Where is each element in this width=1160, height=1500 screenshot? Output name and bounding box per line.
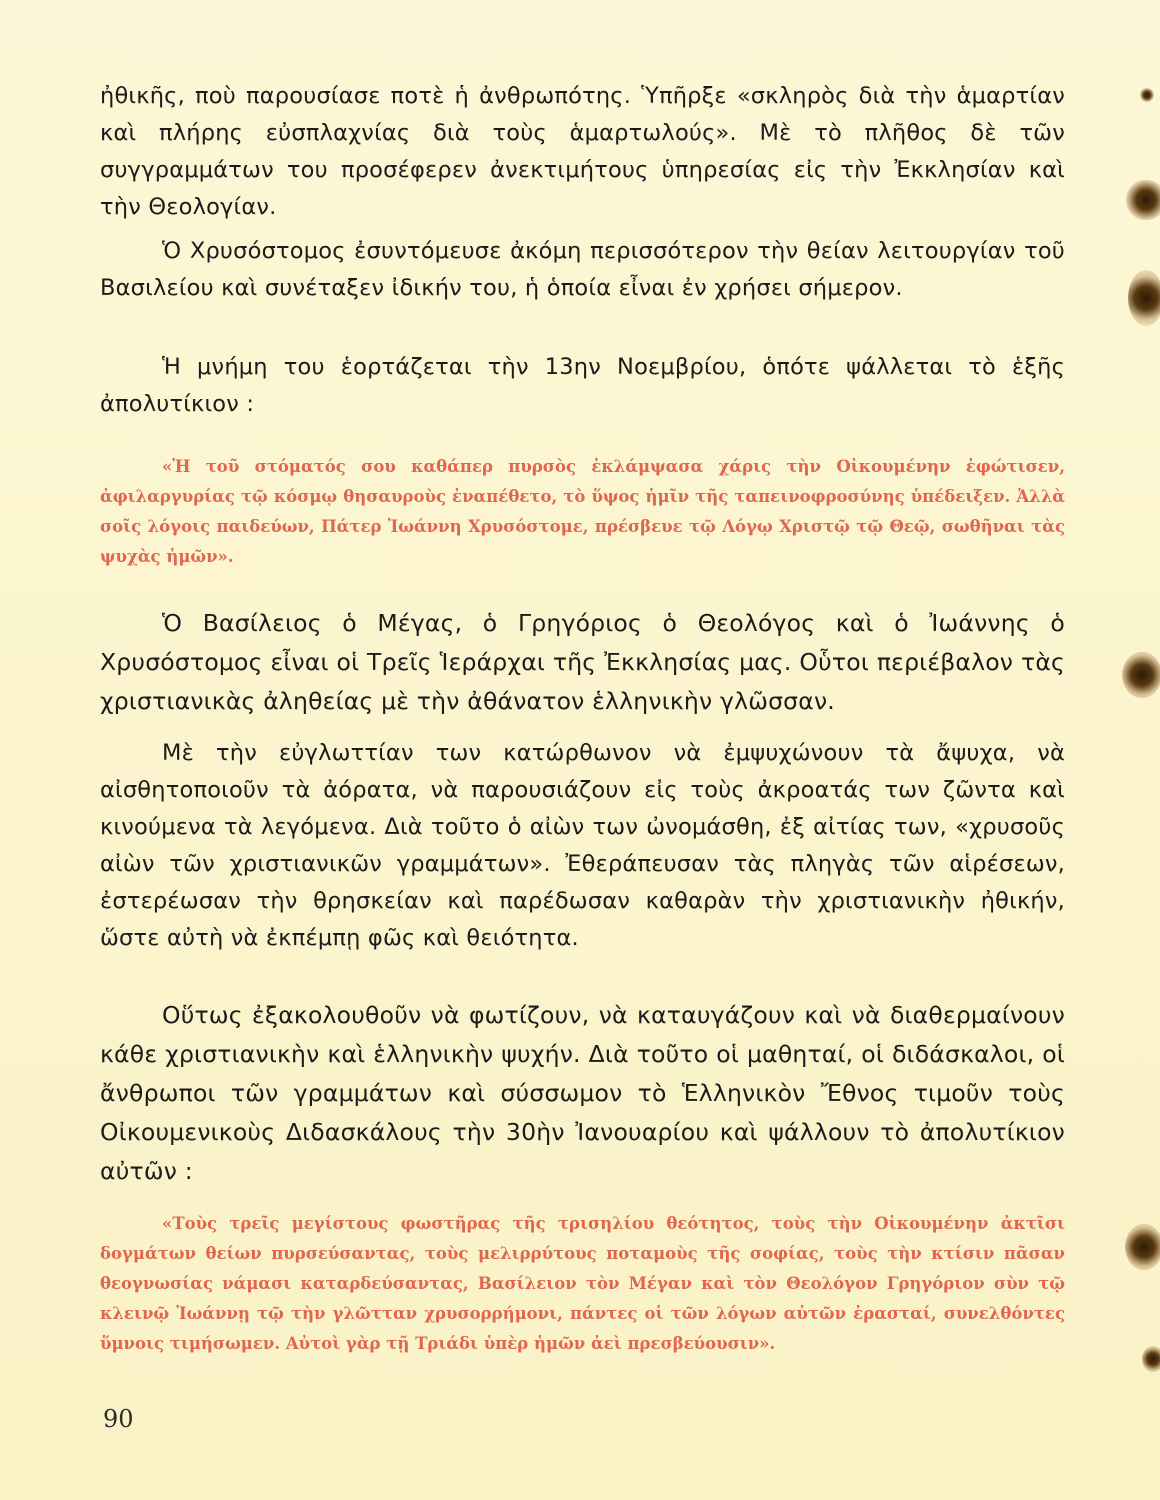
stain-mark [1142,1346,1160,1372]
paragraph-eloquence: Μὲ τὴν εὐγλωττίαν των κατώρθωνον νὰ ἐμψυχώνουν τὰ ἄψυχα, νὰ αἰσθητοποιοῦν τὰ ἀόρατα, νὰ παρουσιάζουν εἰς τοὺς ἀκροατάς των ζῶντα καὶ κινούμενα τὰ λεγόμενα. Διὰ τοῦτο ὁ αἰὼν των ὠνομάσθη, ἐξ αἰτίας των, «χρυσοῦς αἰὼν τῶν χριστιανικῶν γραμμάτων». Ἐθεράπευσαν τὰς πληγὰς τῶν αἱρέσεων, ἐστερέωσαν τὴν θρησκείαν καὶ παρέδωσαν καθαρὰν τὴν χριστιανικὴν ἠθικήν, ὥστε αὐτὴ νὰ ἐκπέμπῃ φῶς καὶ θειότητα. [100,740,1065,951]
hymn-three-hierarchs-apolytikion: «Τοὺς τρεῖς μεγίστους φωστῆρας τῆς τρισηλίου θεότητος, τοὺς τὴν Οἰκουμένην ἀκτῖσι δογμάτων θείων πυρσεύσαντας, τοὺς μελιρρύτους ποταμοὺς τῆς σοφίας, τοὺς τὴν κτίσιν πᾶσαν θεογνωσίας νάμασι καταρδεύσαντας, Βασίλειον τὸν Μέγαν καὶ τὸν Θεολόγον Γρηγόριον σὺν τῷ κλεινῷ Ἰωάννῃ τῷ τὴν γλῶτταν χρυσορρήμονι, πάντες οἱ τῶν λόγων αὐτῶν ἐρασταί, συνελθόντες ὕμνοις τιμήσωμεν. Αὐτοὶ γὰρ τῇ Τριάδι ὑπὲρ ἡμῶν ἀεὶ πρεσβεύουσιν». [100,1214,1065,1353]
paragraph-honouring-teachers: Οὕτως ἐξακολουθοῦν νὰ φωτίζουν, νὰ καταυγάζουν καὶ νὰ διαθερμαίνουν κάθε χριστιανικὴν καὶ ἑλληνικὴν ψυχήν. Διὰ τοῦτο οἱ μαθηταί, οἱ διδάσκαλοι, οἱ ἄνθρωποι τῶν γραμμάτων καὶ σύσσωμον τὸ Ἑλληνικὸν Ἔθνος τιμοῦν τοὺς Οἰκουμενικοὺς Διδασκάλους τὴν 30ὴν Ἰανουαρίου καὶ ψάλλουν τὸ ἀπολυτίκιον αὐτῶν : [100,1001,1065,1185]
hymn-chrysostom-apolytikion: «Ἡ τοῦ στόματός σου καθάπερ πυρσὸς ἐκλάμψασα χάρις τὴν Οἰκουμένην ἐφώτισεν, ἀφιλαργυρίας τῷ κόσμῳ θησαυροὺς ἐναπέθετο, τὸ ὕψος ἡμῖν τῆς ταπεινοφροσύνης ὑπέδειξεν. Ἀλλὰ σοῖς λόγοις παιδεύων, Πάτερ Ἰωάννη Χρυσόστομε, πρέσβευε τῷ Λόγῳ Χριστῷ τῷ Θεῷ, σωθῆναι τὰς ψυχὰς ἡμῶν». [100,457,1065,566]
stain-mark [1140,88,1154,102]
stain-mark [1128,270,1160,326]
paragraph-chrysostom-liturgy: Ὁ Χρυσόστομος ἐσυντόμευσε ἀκόμη περισσότερον τὴν θείαν λειτουργίαν τοῦ Βασιλείου καὶ συνέταξεν ἰδικήν του, ἡ ὁποία εἶναι ἐν χρήσει σήμερον. [100,238,1065,301]
paragraph-ethics-continuation: ἠθικῆς, ποὺ παρουσίασε ποτὲ ἡ ἀνθρωπότης. Ὑπῆρξε «σκληρὸς διὰ τὴν ἁμαρτίαν καὶ πλήρης εὐσπλαχνίας διὰ τοὺς ἁμαρτωλούς». Μὲ τὸ πλῆθος δὲ τῶν συγγραμμάτων του προσέφερεν ἀνεκτιμήτους ὑπηρεσίας εἰς τὴν Ἐκκλησίαν καὶ τὴν Θεολογίαν. [100,83,1065,220]
page-number: 90 [103,1405,134,1433]
stain-mark [1125,1224,1160,1270]
paragraph-three-hierarchs: Ὁ Βασίλειος ὁ Μέγας, ὁ Γρηγόριος ὁ Θεολόγος καὶ ὁ Ἰωάννης ὁ Χρυσόστομος εἶναι οἱ Τρεῖς Ἱεράρχαι τῆς Ἐκκλησίας μας. Οὗτοι περιέβαλον τὰς χριστιανικὰς ἀληθείας μὲ τὴν ἀθάνατον ἑλληνικὴν γλῶσσαν. [100,609,1065,715]
stain-mark [1122,652,1160,698]
paragraph-chrysostom-feast: Ἡ μνήμη του ἑορτάζεται τὴν 13ην Νοεμβρίου, ὁπότε ψάλλεται τὸ ἑξῆς ἀπολυτίκιον : [100,354,1065,417]
stain-mark [1126,180,1160,220]
